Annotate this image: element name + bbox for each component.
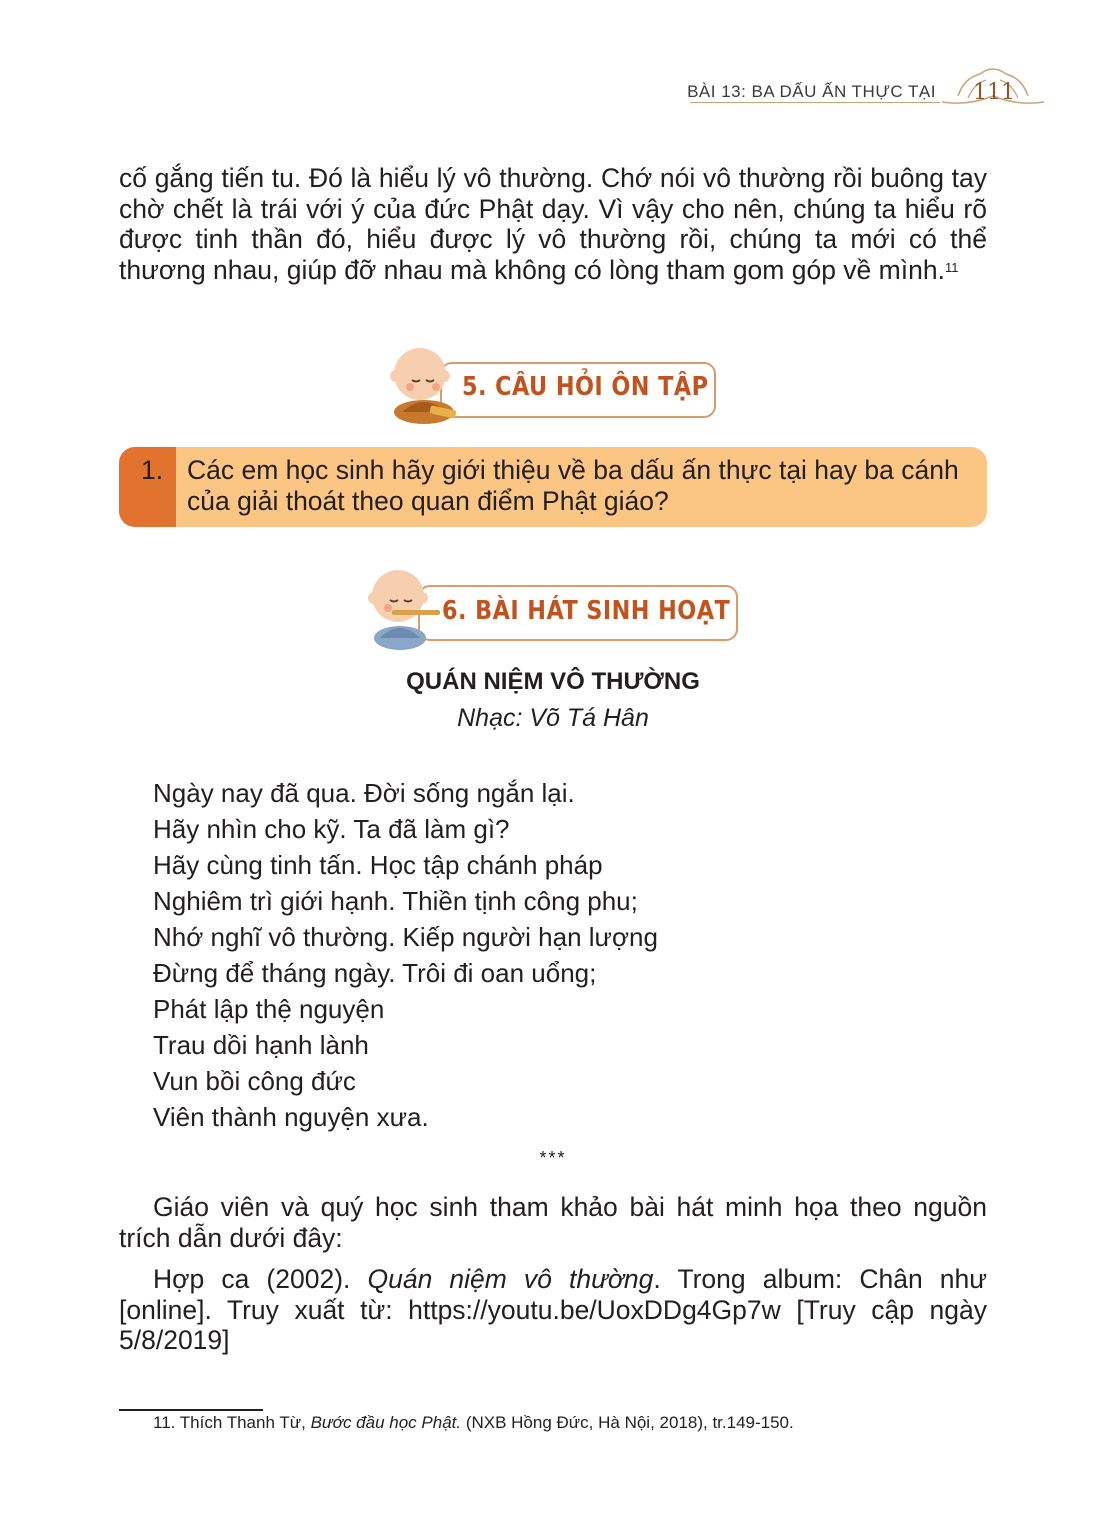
citation-after: . Trong album: Chân như [online]. Truy xuất từ: https://youtu.be/UoxDDg4Gp7w [Truy cập ngày 5/8/2019]	[119, 1264, 988, 1355]
footnote	[153, 1413, 794, 1433]
lyric-line: Vun bồi công đức	[153, 1066, 356, 1096]
lyric-line: Viên thành nguyện xưa.	[153, 1102, 429, 1132]
lyric-line: Phát lập thệ nguyện	[153, 994, 385, 1024]
citation-before: Hợp ca (2002).	[153, 1264, 368, 1294]
lyric-line: Ngày nay đã qua. Đời sống ngắn lại.	[153, 778, 575, 808]
song-composer: Nhạc: Võ Tá Hân	[457, 704, 649, 732]
header-rule	[690, 102, 940, 103]
footnote-ref: 11	[944, 259, 959, 275]
intro-paragraph	[119, 163, 987, 285]
lyric-line: Nhớ nghĩ vô thường. Kiếp người hạn lượng	[153, 922, 658, 952]
lyric-line: Nghiêm trì giới hạnh. Thiền tịnh công phu;	[153, 886, 638, 916]
citation-title: Quán niệm vô thường	[367, 1264, 654, 1294]
section5-title: 5. CÂU HỎI ÔN TẬP	[462, 372, 709, 402]
lyric-line: Hãy nhìn cho kỹ. Ta đã làm gì?	[153, 814, 510, 844]
footnote-book-title: Bước đầu học Phật.	[310, 1413, 462, 1432]
footnote-after: (NXB Hồng Đức, Hà Nội, 2018), tr.149-150.	[461, 1413, 794, 1432]
lyric-line: Hãy cùng tinh tấn. Học tập chánh pháp	[153, 850, 603, 880]
song-title: QUÁN NIỆM VÔ THƯỜNG	[406, 668, 700, 695]
monk-flute-icon	[362, 562, 442, 652]
footnote-rule	[119, 1409, 263, 1411]
section-separator: ***	[539, 1148, 567, 1168]
question-number: 1.	[141, 455, 164, 485]
section6-title: 6. BÀI HÁT SINH HOẠT	[442, 596, 731, 626]
monk-reading-icon	[384, 340, 464, 426]
page-number: 111	[973, 80, 1015, 105]
running-head	[0, 80, 1106, 120]
lyric-line: Trau dồi hạnh lành	[153, 1030, 369, 1060]
question-text: Các em học sinh hãy giới thiệu về ba dấu ấn thực tại hay ba cánh của giải thoát theo quan điểm Phật giáo?	[187, 455, 959, 516]
citation	[119, 1264, 987, 1356]
song-lyrics	[153, 775, 658, 1135]
reference-note	[119, 1192, 987, 1253]
reference-note-text: Giáo viên và quý học sinh tham khảo bài hát minh họa theo nguồn trích dẫn dưới đây:	[119, 1192, 987, 1253]
lyric-line: Đừng để tháng ngày. Trôi đi oan uổng;	[153, 958, 597, 988]
intro-text: cố gắng tiến tu. Đó là hiểu lý vô thường. Chớ nói vô thường rồi buông tay chờ chết là trái với ý của đức Phật dạy. Vì vậy cho nên, chúng ta hiểu rõ được tinh thần đó, hiểu được lý vô thường rồi, chúng ta mới có thể thương nhau, giúp đỡ nhau mà không có lòng tham gom góp về mình.	[119, 163, 987, 285]
footnote-before: 11. Thích Thanh Từ,	[153, 1413, 311, 1432]
running-title: BÀI 13: BA DẤU ẤN THỰC TẠI	[687, 82, 936, 101]
